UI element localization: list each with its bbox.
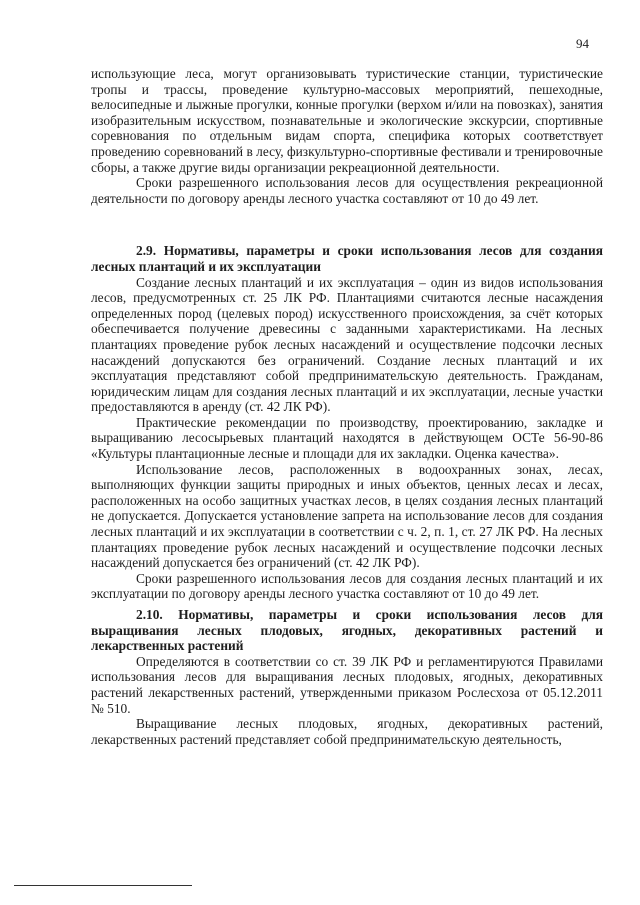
section-2-10-heading: 2.10. Нормативы, параметры и сроки использования лесов для выращивания лесных плодовых, ягодных, декоративных растений и лекарственных растений (91, 607, 603, 654)
footnote-divider (14, 885, 192, 886)
section-2-10-paragraph: Определяются в соответствии со ст. 39 ЛК РФ и регламентируются Правилами использования лесов для выращивания лесных плодовых, ягодных, декоративных растений лекарственных растений, утвержденными приказом Рослесхоза от 05.12.2011 № 510. (91, 653, 603, 716)
section-2-10-paragraph: Выращивание лесных плодовых, ягодных, декоративных растений, лекарственных растений представляет собой предпринимательскую деятельность, (91, 716, 603, 747)
section-2-9-paragraph: Создание лесных плантаций и их эксплуатация – один из видов использования лесов, предусмотренных ст. 25 ЛК РФ. Плантациями считаются лесные насаждения определенных пород (целевых пород) искусственного происхождения, за счёт которых обеспечивается получение древесины с заданными характеристиками. На лесных плантациях проведение рубок лесных насаждений и осуществление подсочки лесных насаждений допускаются без ограничений. Создание лесных плантаций и их эксплуатация представляют собой предпринимательскую деятельность. Гражданам, юридическим лицам для создания лесных плантаций и их эксплуатации, лесные участки предоставляются в аренду (ст. 42 ЛК РФ). (91, 274, 603, 415)
page-number: 94 (576, 36, 589, 51)
section-2-9-paragraph: Сроки разрешенного использования лесов для создания лесных плантаций и их эксплуатации по договору аренды лесного участка составляют от 10 до 49 лет. (91, 570, 603, 602)
page-body (91, 66, 603, 747)
section-2-9-heading: 2.9. Нормативы, параметры и сроки использования лесов для создания лесных плантаций и их эксплуатации (91, 243, 603, 274)
section-2-9-paragraph: Практические рекомендации по производству, проектированию, закладке и выращиванию лесосырьевых плантаций находятся в действующем ОСТе 56-90-86 «Культуры плантационные лесные и площади для их закладки. Оценка качества». (91, 414, 603, 462)
intro-term-paragraph: Сроки разрешенного использования лесов для осуществления рекреационной деятельности по договору аренды лесного участка составляют от 10 до 49 лет. (91, 175, 603, 206)
intro-paragraph: использующие леса, могут организовывать туристические станции, туристические тропы и трассы, проведение культурно-массовых мероприятий, пешеходные, велосипедные и лыжные прогулки, конные прогулки (верхом и/или на повозках), занятия изобразительным искусством, познавательные и экологические экскурсии, спортивные соревнования по отдельным видам спорта, специфика которых соответствует проведению соревнований в лесу, физкультурно-спортивные фестивали и тренировочные сборы, а также другие виды организации рекреационной деятельности. (91, 66, 603, 175)
section-2-9-paragraph: Использование лесов, расположенных в водоохранных зонах, лесах, выполняющих функции защиты природных и иных объектов, ценных лесах и лесах, расположенных на особо защитных участках лесов, в целях создания лесных плантаций не допускается. Допускается установление запрета на использование лесов для создания лесных плантаций и их эксплуатации в соответствии с ч. 2, п. 1, ст. 27 ЛК РФ. На лесных плантациях проведение рубок лесных насаждений и осуществление подсочки лесных насаждений допускается без ограничений (ст. 42 ЛК РФ). (91, 461, 603, 571)
